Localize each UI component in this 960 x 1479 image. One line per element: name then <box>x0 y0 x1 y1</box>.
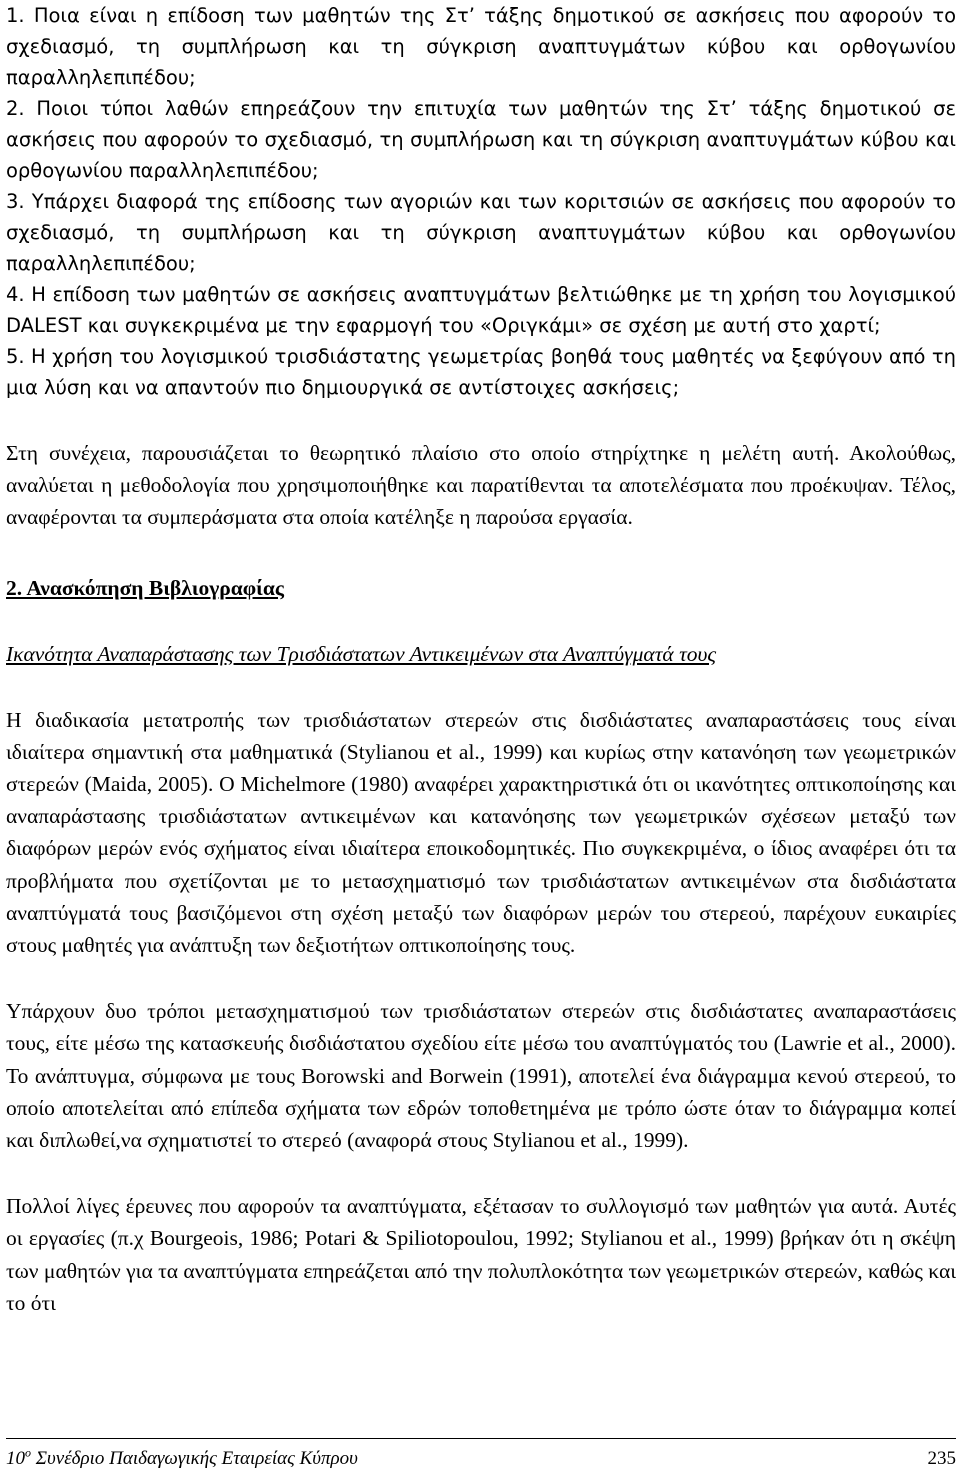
research-question: 5. Η χρήση του λογισμικού τρισδιάστατης γεωμετρίας βοηθά τους μαθητές να ξεφύγουν από τη μια λύση και να απαντούν πιο δημιουργικά σε αντίστοιχες ασκήσεις; <box>6 345 956 399</box>
conference-number: 10 <box>6 1448 25 1469</box>
section-heading: 2. Ανασκόπηση Βιβλιογραφίας <box>6 575 284 600</box>
document-page <box>6 0 956 1319</box>
research-question: 3. Υπάρχει διαφορά της επίδοσης των αγοριών και των κοριτσιών σε ασκήσεις που αφορούν το σχεδιασμό, τη συμπλήρωση και τη σύγκριση αναπτυγμάτων κύβου και ορθογωνίου παραλληλεπιπέδου; <box>6 190 956 275</box>
subheading: Ικανότητα Αναπαράστασης των Τρισδιάστατων Αντικειμένων στα Αναπτύγματά τους <box>6 641 717 666</box>
research-questions <box>6 0 956 403</box>
footer-divider <box>6 1438 956 1439</box>
conference-name: Συνέδριο Παιδαγωγικής Εταιρείας Κύπρου <box>31 1448 358 1469</box>
research-question: 2. Ποιοι τύποι λαθών επηρεάζουν την επιτυχία των μαθητών της Στ’ τάξης δημοτικού σε ασκήσεις που αφορούν το σχεδιασμό, τη συμπλήρωση και τη σύγκριση αναπτυγμάτων κύβου και ορθογωνίου παραλληλεπιπέδου; <box>6 97 956 182</box>
page-number: 235 <box>927 1448 956 1469</box>
conference-ordinal: ο <box>25 1445 31 1460</box>
page-footer <box>6 1445 956 1470</box>
research-question: 4. Η επίδοση των μαθητών σε ασκήσεις αναπτυγμάτων βελτιώθηκε με τη χρήση του λογισμικού DALEST και συγκεκριμένα με την εφαρμογή του «Οριγκάμι» σε σχέση με αυτή στο χαρτί; <box>6 283 956 337</box>
body-paragraph: Η διαδικασία μετατροπής των τρισδιάστατων στερεών στις δισδιάστατες αναπαραστάσεις τους είναι ιδιαίτερα σημαντική στα μαθηματικά (Stylianou et al., 1999) και κυρίως στην κατανόηση των γεωμετρικών στερεών (Maida, 2005). Ο Michelmore (1980) αναφέρει χαρακτηριστικά ότι οι ικανότητες οπτικοποίησης και αναπαράστασης τρισδιάστατων αντικειμένων και κατανόησης των γεωμετρικών σχέσεων μεταξύ των διαφόρων μερών ενός σχήματος είναι ιδιαίτερα εποικοδομητικές. Πιο συγκεκριμένα, ο ίδιος αναφέρει ότι τα προβλήματα που σχετίζονται με το μετασχηματισμό των τρισδιάστατων αντικειμένων στα δισδιάστατα αναπτύγματά τους βασιζόμενοι στη σχέση μεταξύ των διαφόρων μερών του στερεού, παρέχουν ευκαιρίες στους μαθητές για ανάπτυξη των δεξιοτήτων οπτικοποίησης τους. <box>6 707 956 958</box>
body-paragraph: Υπάρχουν δυο τρόποι μετασχηματισμού των τρισδιάστατων στερεών στις δισδιάστατες αναπαραστάσεις τους, είτε μέσω της κατασκευής δισδιάστατου σχεδίου είτε μέσω του αναπτύγματός του (Lawrie et al., 2000). Το ανάπτυγμα, σύμφωνα με τους Borowski and Borwein (1991), αποτελεί ένα διάγραμμα κενού στερεού, το οποίο αποτελείται από επίπεδα σχήματα των εδρών τοποθετημένα με τρόπο ώστε όταν το διάγραμμα κοπεί και διπλωθεί,να σχηματιστεί το στερεό (αναφορά στους Stylianou et al., 1999). <box>6 999 956 1153</box>
intro-paragraph: Στη συνέχεια, παρουσιάζεται το θεωρητικό πλαίσιο στο οποίο στηρίχτηκε η μελέτη αυτή. Ακολούθως, αναλύεται η μεθοδολογία που χρησιμοποιήθηκε και παρατίθενται τα αποτελέσματα που προέκυψαν. Τέλος, αναφέρονται τα συμπεράσματα στα οποία κατέληξε η παρούσα εργασία. <box>6 441 956 530</box>
body-paragraph: Πολλοί λίγες έρευνες που αφορούν τα αναπτύγματα, εξέτασαν το συλλογισμό των μαθητών για αυτά. Αυτές οι εργασίες (π.χ Bourgeois, 1986; Potari & Spiliotopoulou, 1992; Stylianou et al., 1999) βρήκαν ότι η σκέψη των μαθητών για τα αναπτύγματα επηρεάζεται από την πολυπλοκότητα των γεωμετρικών στερεών, καθώς και το ότι <box>6 1194 956 1315</box>
research-question: 1. Ποια είναι η επίδοση των μαθητών της Στ’ τάξης δημοτικού σε ασκήσεις που αφορούν το σχεδιασμό, τη συμπλήρωση και τη σύγκριση αναπτυγμάτων κύβου και ορθογωνίου παραλληλεπιπέδου; <box>6 4 956 89</box>
conference-title <box>6 1445 358 1470</box>
